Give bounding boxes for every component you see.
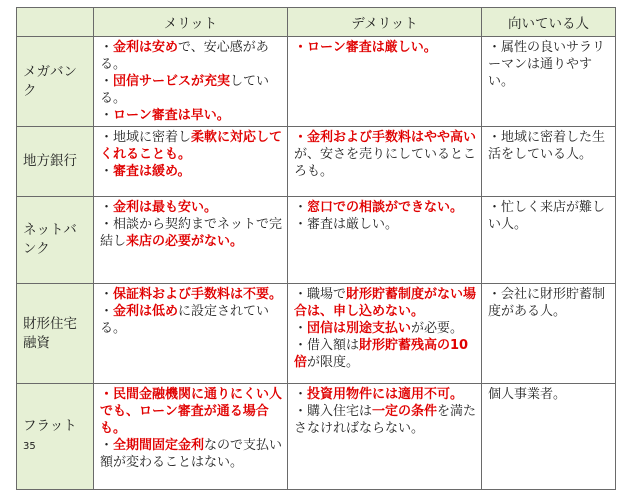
text-segment: ・会社に財形貯蓄制度がある人。	[488, 287, 606, 319]
demerit-cell	[288, 127, 482, 197]
header-row	[17, 8, 616, 37]
bullet-item	[488, 199, 611, 233]
bullet-item	[100, 129, 283, 163]
table-row	[17, 37, 616, 127]
demerit-cell	[288, 37, 482, 127]
highlighted-text: 金利は低め	[113, 304, 179, 319]
loan-comparison-table	[16, 7, 616, 490]
text-segment: ・属性の良いサラリーマンは通りやすい。	[488, 40, 606, 89]
highlighted-text: 財形貯蓄残高の10倍	[294, 338, 469, 370]
bullet-item	[294, 286, 477, 320]
text-segment: ・	[294, 387, 308, 402]
highlighted-text: 投資用物件には適用不可。	[307, 387, 464, 402]
text-segment: ・地域に密着した生活をしている人。	[488, 130, 606, 162]
bullet-item	[488, 39, 611, 90]
bullet-item	[294, 216, 477, 233]
highlighted-text: 財形貯蓄制度がない場合は、申し込めない。	[294, 287, 477, 319]
text-segment: 個人事業者。	[488, 387, 567, 402]
bullet-item	[100, 107, 283, 124]
header-corner	[17, 8, 94, 37]
highlighted-text: 来店の必要がない。	[126, 234, 244, 249]
highlighted-text: ローン審査は早い。	[113, 108, 230, 123]
highlighted-text: 窓口での相談ができない。	[307, 200, 464, 215]
bullet-item	[100, 286, 283, 303]
text-segment: ・	[294, 321, 308, 336]
header-merit: メリット	[94, 8, 288, 37]
row-name-sub: 35	[23, 441, 36, 452]
highlighted-text: ・民間金融機関に通りにくい人でも、ローン審査が通る場合も。	[100, 387, 283, 436]
text-segment: ・地域に密着し	[100, 130, 192, 145]
highlighted-text: 団信サービスが充実	[113, 74, 231, 89]
text-segment: している。	[100, 74, 270, 106]
text-segment: ・審査は厳しい。	[294, 217, 399, 232]
text-segment: ・	[100, 108, 114, 123]
text-segment: ・	[100, 438, 114, 453]
bullet-item	[100, 73, 283, 107]
text-segment: ・相談から契約までネットで完結し	[100, 217, 283, 249]
row-name: メガバンク	[23, 63, 77, 99]
row-header	[17, 127, 94, 197]
bullet-item	[488, 386, 611, 403]
highlighted-text: ・金利および手数料はやや高い	[294, 130, 477, 145]
bullet-item	[488, 129, 611, 163]
bullet-item	[100, 163, 283, 180]
highlighted-text: 一定の条件	[372, 404, 438, 419]
row-header	[17, 384, 94, 490]
bullet-item	[100, 303, 283, 337]
row-name: 財形住宅融資	[23, 315, 77, 351]
highlighted-text: 審査は緩め。	[113, 164, 191, 179]
suited-cell	[482, 127, 616, 197]
demerit-cell	[288, 384, 482, 490]
bullet-item	[488, 286, 611, 320]
table-row	[17, 127, 616, 197]
text-segment: が、安さを売りにしているところも。	[294, 147, 477, 179]
bullet-item	[100, 216, 283, 250]
header-demerit: デメリット	[288, 8, 482, 37]
bullet-item	[100, 39, 283, 73]
text-segment: ・	[100, 200, 114, 215]
highlighted-text: ・ローン審査は厳しい。	[294, 40, 437, 55]
merit-cell	[94, 197, 288, 284]
row-header	[17, 197, 94, 284]
text-segment: ・	[100, 287, 114, 302]
text-segment: ・購入住宅は	[294, 404, 373, 419]
suited-cell	[482, 197, 616, 284]
merit-cell	[94, 384, 288, 490]
suited-cell	[482, 37, 616, 127]
text-segment: ・	[294, 200, 308, 215]
text-segment: で、安心感がある。	[100, 40, 269, 72]
bullet-item	[294, 337, 477, 371]
bullet-item	[100, 386, 283, 437]
merit-cell	[94, 127, 288, 197]
suited-cell	[482, 384, 616, 490]
text-segment: ・	[100, 304, 114, 319]
text-segment: ・	[100, 74, 114, 89]
table-row	[17, 284, 616, 384]
bullet-item	[100, 437, 283, 471]
highlighted-text: 団信は別途支払い	[307, 321, 412, 336]
bullet-item	[294, 39, 477, 56]
text-segment: ・	[100, 164, 114, 179]
highlighted-text: 柔軟に対応してくれることも。	[100, 130, 283, 162]
bullet-item	[294, 403, 477, 437]
bullet-item	[294, 320, 477, 337]
demerit-cell	[288, 284, 482, 384]
row-header	[17, 284, 94, 384]
text-segment: ・職場で	[294, 287, 347, 302]
text-segment: が限度。	[307, 355, 360, 370]
text-segment: ・借入額は	[294, 338, 360, 353]
text-segment: ・	[100, 40, 114, 55]
text-segment: を満たさなければならない。	[294, 404, 477, 436]
merit-cell	[94, 284, 288, 384]
row-header	[17, 37, 94, 127]
highlighted-text: 全期間固定金利	[113, 438, 205, 453]
header-suited: 向いている人	[482, 8, 616, 37]
row-name: ネットバンク	[23, 222, 77, 257]
table-row	[17, 197, 616, 284]
highlighted-text: 保証料および手数料は不要。	[113, 287, 283, 302]
text-segment: に設定されている。	[100, 304, 270, 336]
text-segment: なので支払い額が変わることはない。	[100, 438, 283, 470]
highlighted-text: 金利は最も安い。	[113, 200, 218, 215]
table-row	[17, 384, 616, 490]
text-segment: ・忙しく来店が難しい人。	[488, 200, 606, 232]
text-segment: が必要。	[411, 321, 464, 336]
row-name: 地方銀行	[23, 153, 77, 169]
highlighted-text: 金利は安め	[113, 40, 179, 55]
merit-cell	[94, 37, 288, 127]
demerit-cell	[288, 197, 482, 284]
suited-cell	[482, 284, 616, 384]
bullet-item	[294, 386, 477, 403]
bullet-item	[294, 199, 477, 216]
row-name: フラット	[23, 418, 77, 434]
bullet-item	[294, 129, 477, 180]
bullet-item	[100, 199, 283, 216]
